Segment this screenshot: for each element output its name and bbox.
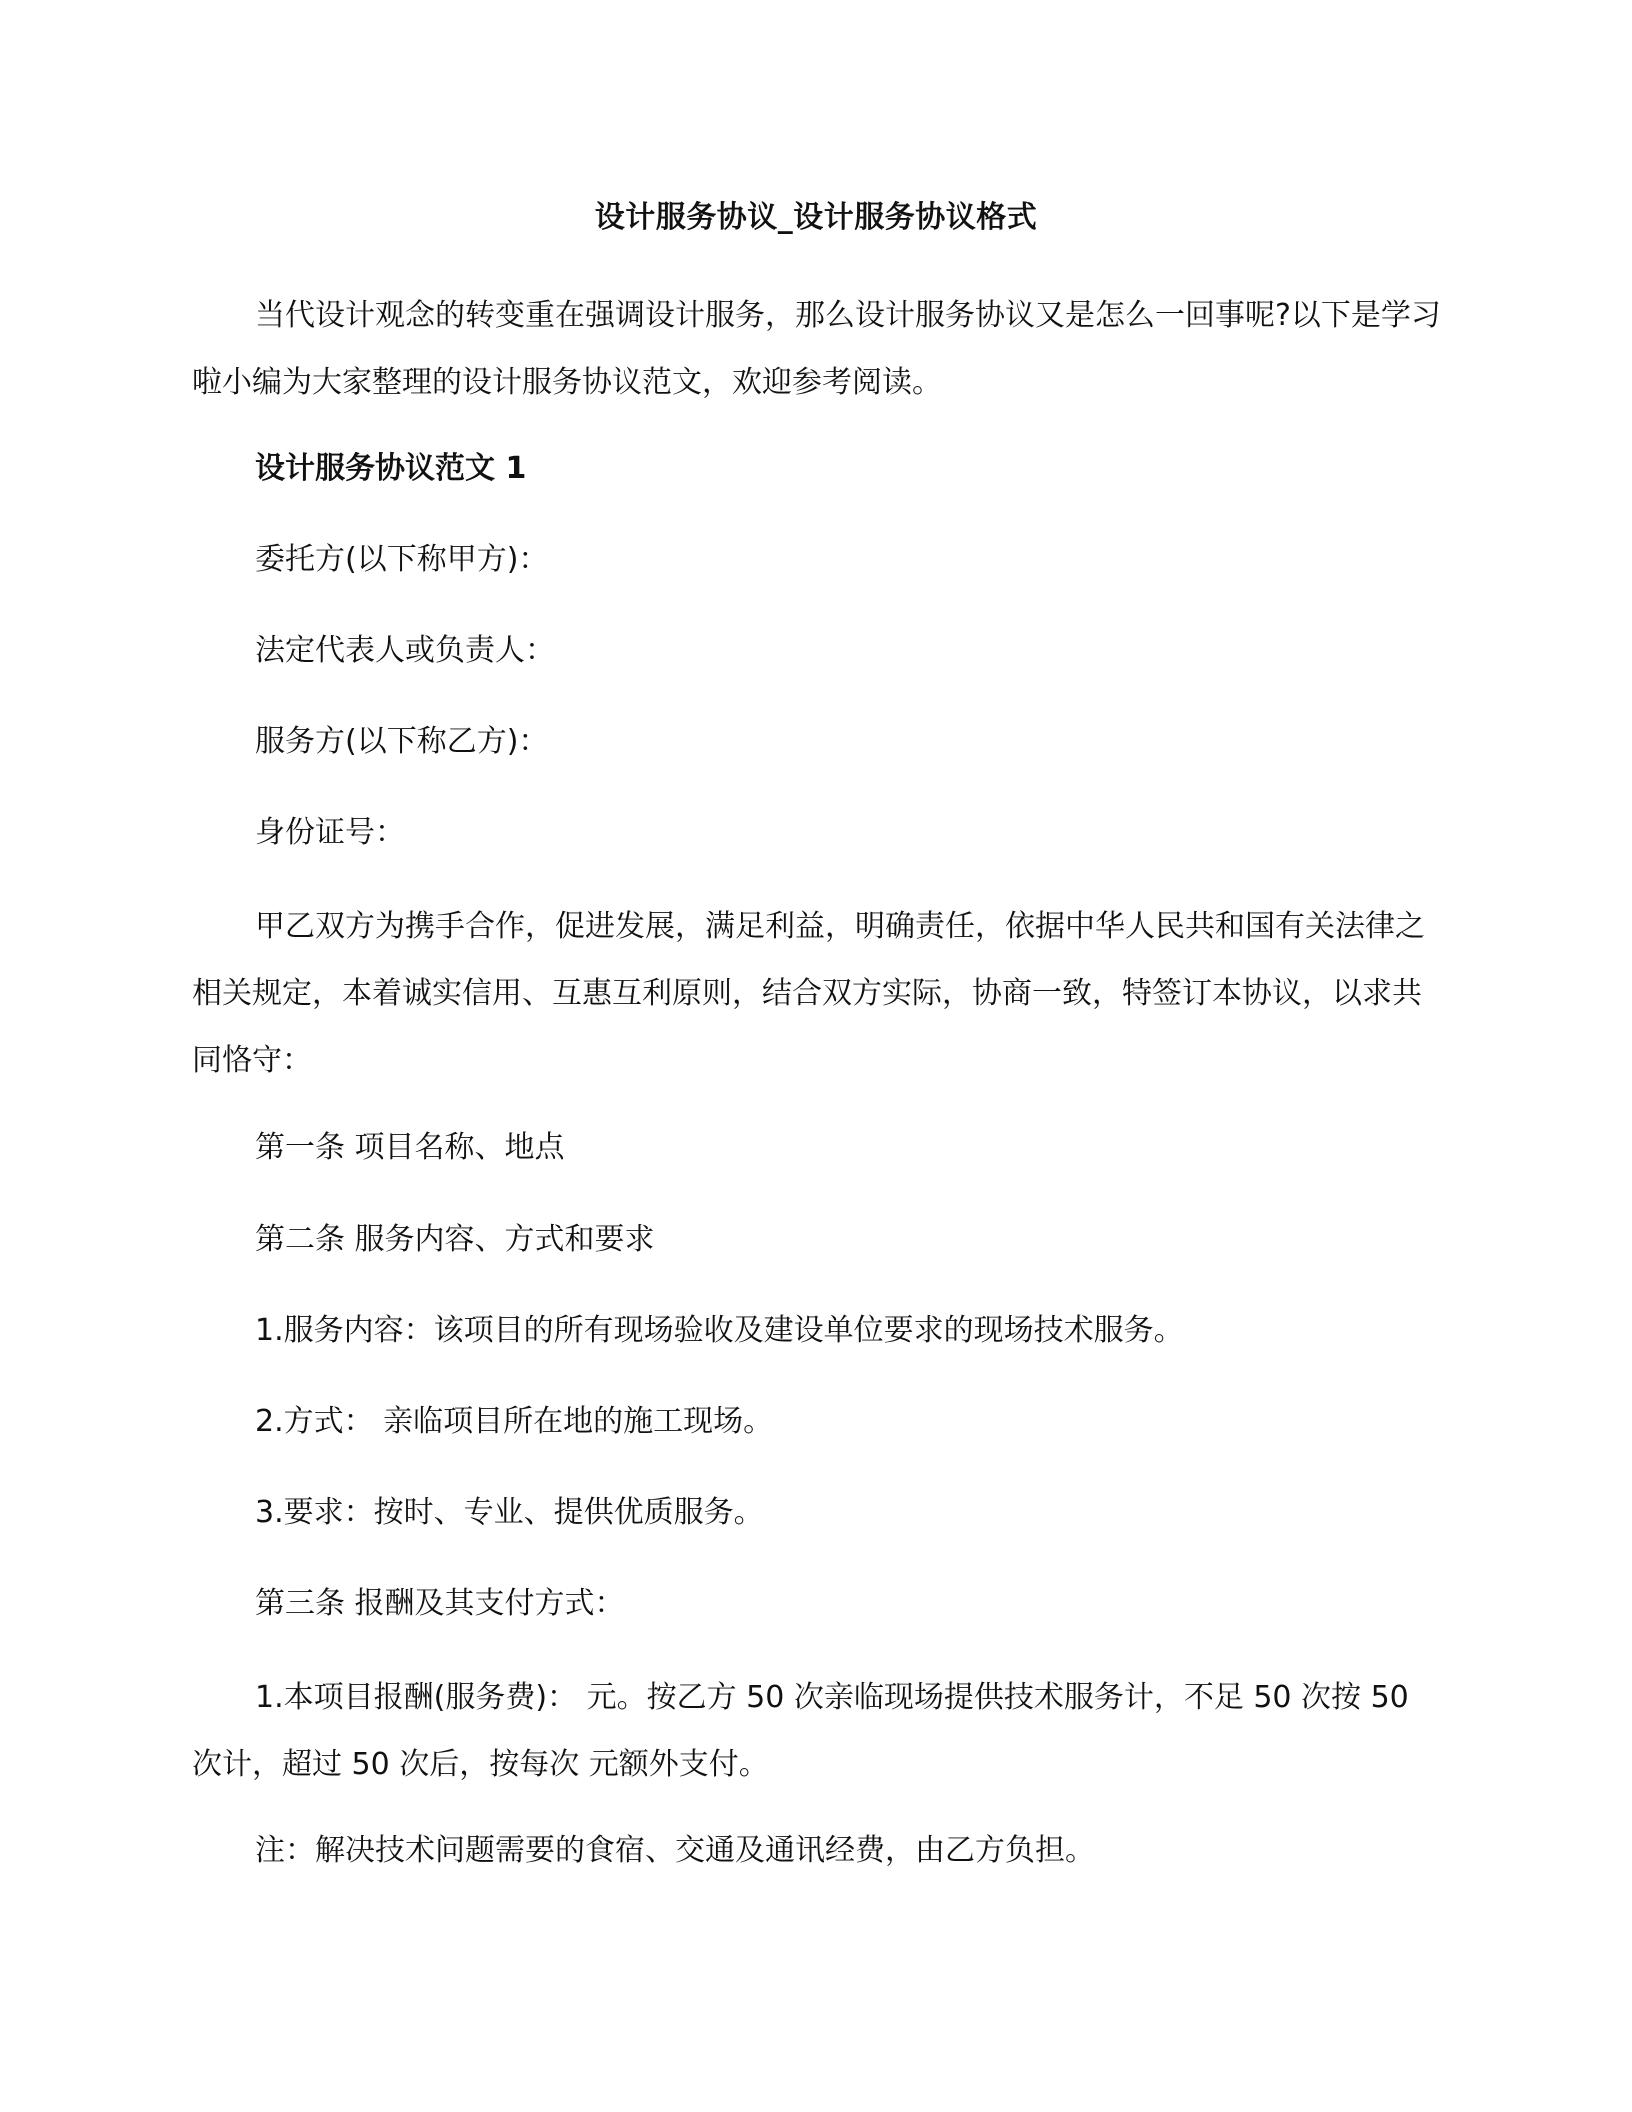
payment-paragraph: 1.本项目报酬(服务费)： 元。按乙方 50 次亲临现场提供技术服务计，不足 50 次按 50 次计，超过 50 次后，按每次 元额外支付。 (192, 1680, 1409, 1782)
preamble-paragraph: 甲乙双方为携手合作，促进发展，满足利益，明确责任，依据中华人民共和国有关法律之相关规定，本着诚实信用、互惠互利原则，结合双方实际，协商一致，特签订本协议，以求共同恪守： (192, 909, 1425, 1078)
article-2-heading: 第二条 服务内容、方式和要求 (255, 1222, 655, 1257)
id-number-line: 身份证号： (255, 815, 405, 850)
service-method-item: 2.方式： 亲临项目所在地的施工现场。 (255, 1404, 774, 1439)
document-title: 设计服务协议_设计服务协议格式 (594, 200, 1038, 235)
note-line: 注：解决技术问题需要的食宿、交通及通讯经费，由乙方负担。 (255, 1833, 1095, 1868)
article-1-heading: 第一条 项目名称、地点 (255, 1130, 565, 1165)
service-requirement-item: 3.要求：按时、专业、提供优质服务。 (255, 1495, 764, 1530)
service-content-item: 1.服务内容：该项目的所有现场验收及建设单位要求的现场技术服务。 (255, 1313, 1184, 1348)
party-b-line: 服务方(以下称乙方)： (255, 724, 549, 759)
intro-paragraph: 当代设计观念的转变重在强调设计服务，那么设计服务协议又是怎么一回事呢?以下是学习啦小编为大家整理的设计服务协议范文，欢迎参考阅读。 (192, 298, 1441, 400)
party-a-line: 委托方(以下称甲方)： (255, 542, 549, 577)
section-heading: 设计服务协议范文 1 (255, 451, 527, 486)
article-3-heading: 第三条 报酬及其支付方式： (255, 1586, 625, 1621)
legal-rep-line: 法定代表人或负责人： (255, 633, 555, 668)
